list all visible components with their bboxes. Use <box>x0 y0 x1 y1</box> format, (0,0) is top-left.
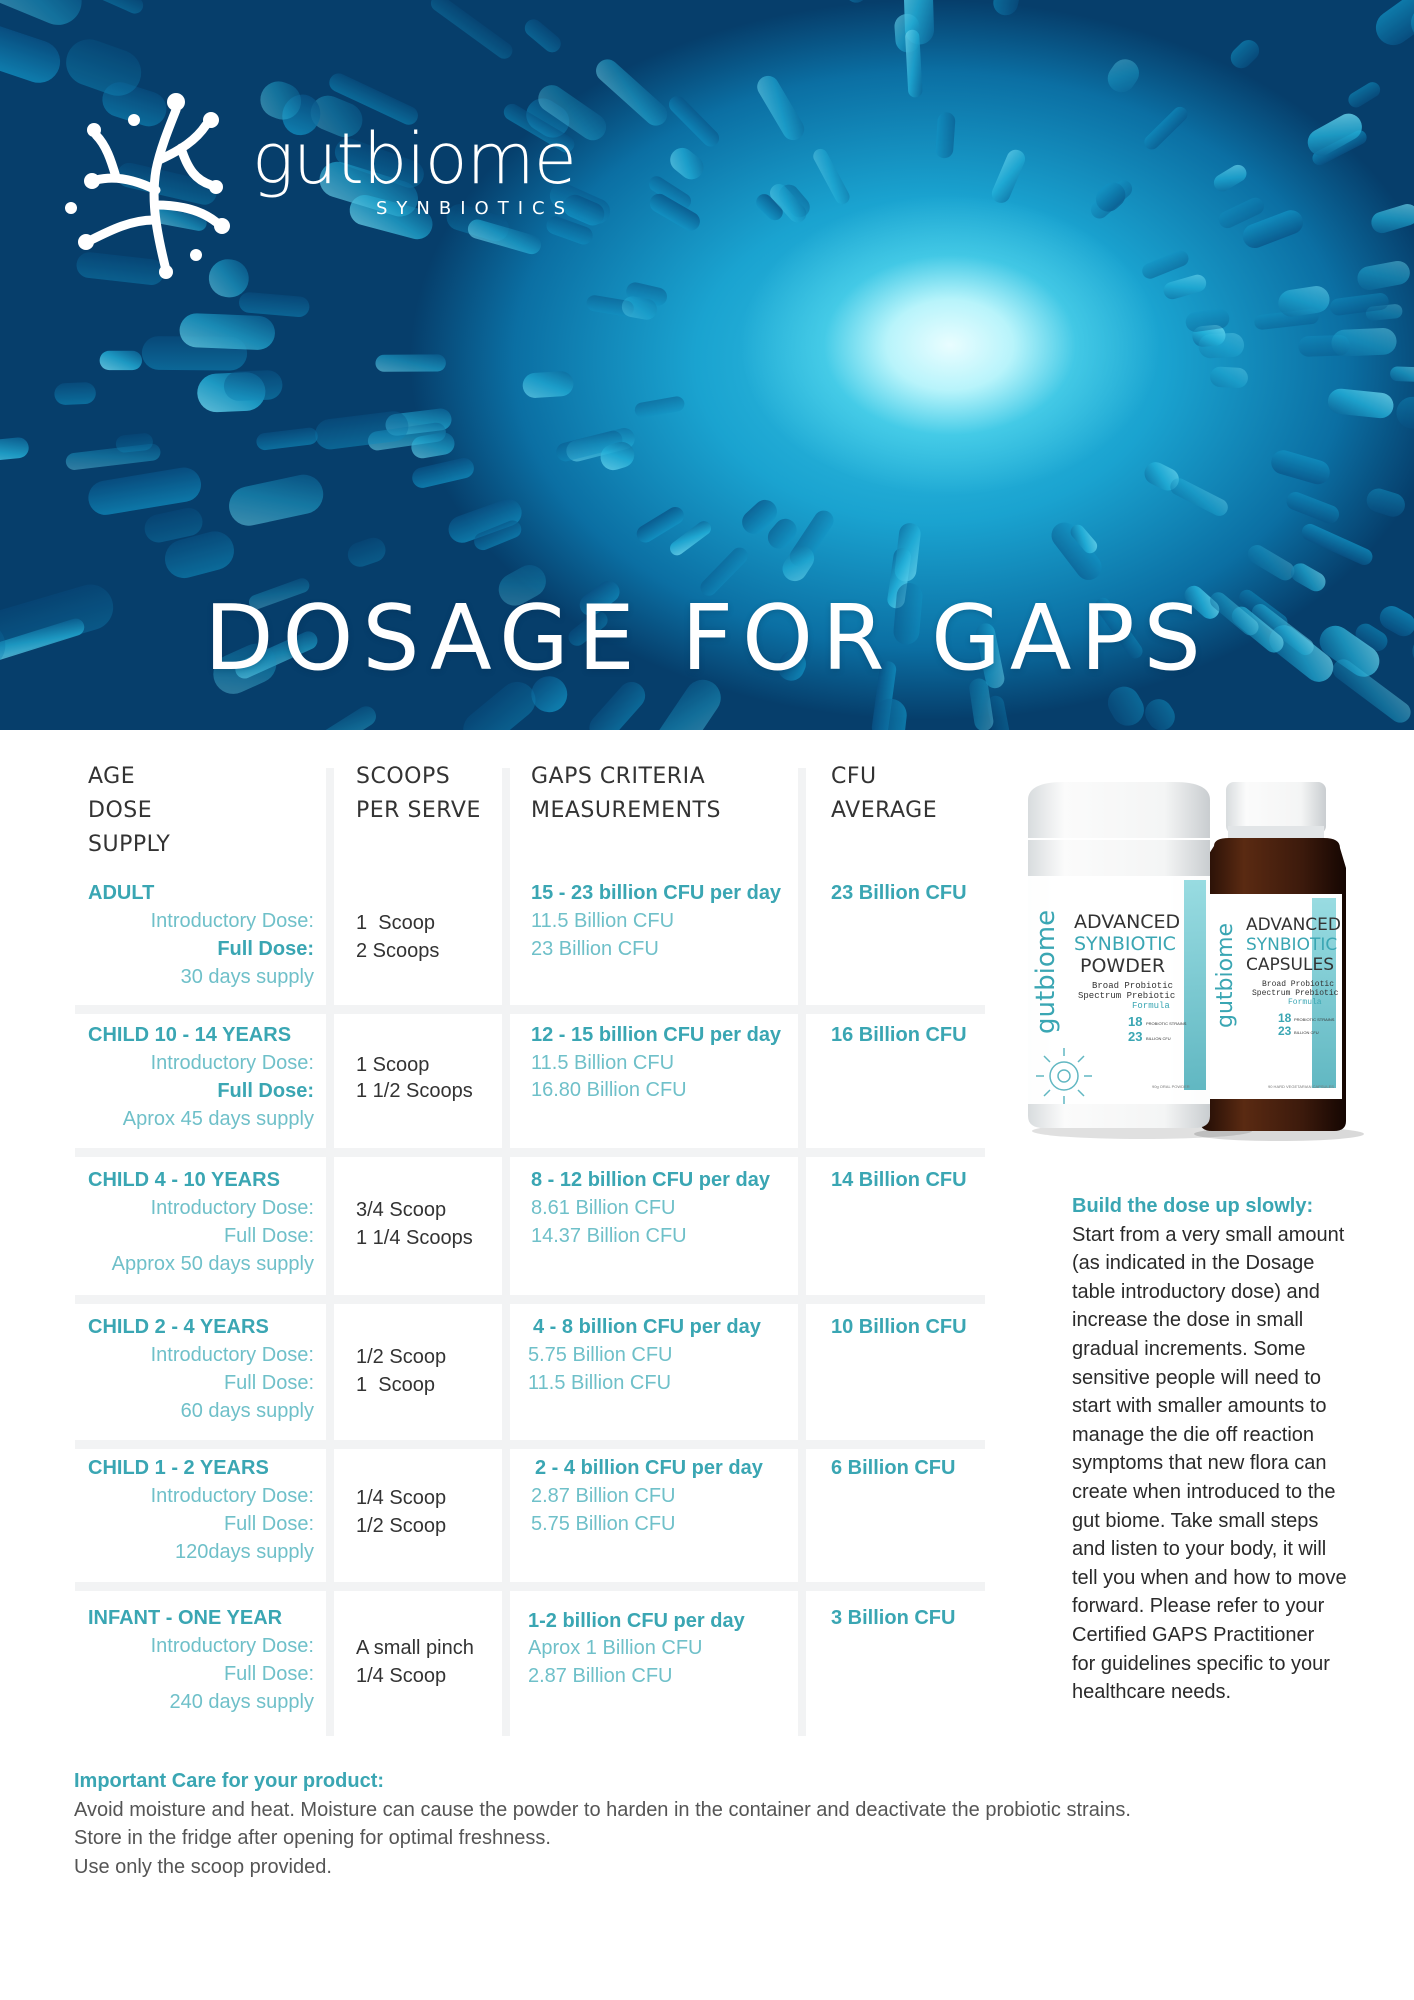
capsules-strains-label: PROBIOTIC STRAINS <box>1294 1017 1335 1022</box>
background-pillar <box>1395 395 1414 431</box>
advice-line: for guidelines specific to your <box>1072 1652 1330 1675</box>
background-pillar <box>0 0 89 32</box>
background-pillar <box>1276 284 1331 318</box>
background-pillar <box>1364 486 1408 520</box>
row-divider <box>75 1005 985 1014</box>
gaps-intro-value: 2.87 Billion CFU <box>531 1485 676 1507</box>
background-pillar <box>1284 489 1342 526</box>
column-header-age: AGE DOSE SUPPLY <box>88 764 171 857</box>
gaps-intro-value: Aprox 1 Billion CFU <box>528 1637 703 1659</box>
capsules-label-line2: SYNBIOTIC <box>1246 935 1338 955</box>
intro-dose-label: Introductory Dose: <box>150 910 314 932</box>
background-pillar <box>1184 308 1230 334</box>
row-divider <box>75 1148 985 1157</box>
background-pillar <box>1327 388 1395 420</box>
age-group-label: CHILD 2 - 4 YEARS <box>88 1316 269 1338</box>
cfu-average: 16 Billion CFU <box>831 1024 967 1046</box>
background-pillar <box>1244 542 1298 584</box>
advice-line: Certified GAPS Practitioner <box>1072 1623 1315 1646</box>
full-dose-label: Full Dose: <box>223 1225 314 1247</box>
background-pillar <box>1390 366 1414 382</box>
powder-formula: Formula <box>1132 1001 1170 1011</box>
powder-cfu-label: BILLION CFU <box>1146 1036 1171 1041</box>
advice-line: gradual increments. Some <box>1072 1337 1306 1360</box>
background-pillar <box>1331 327 1397 356</box>
gaps-range: 4 - 8 billion CFU per day <box>533 1316 761 1338</box>
background-pillar <box>0 437 30 466</box>
cfu-average: 10 Billion CFU <box>831 1316 967 1338</box>
gaps-intro-value: 11.5 Billion CFU <box>531 910 675 932</box>
gaps-range: 8 - 12 billion CFU per day <box>531 1169 770 1191</box>
advice-line: forward. Please refer to your <box>1072 1595 1325 1618</box>
powder-broad: Broad Probiotic <box>1092 981 1174 991</box>
supply-label: 30 days supply <box>180 966 314 988</box>
brand-logo <box>56 80 576 280</box>
background-pillar <box>665 93 722 150</box>
advice-line: create when introduced to the <box>1072 1480 1336 1503</box>
care-instructions <box>74 1767 1131 1881</box>
gaps-full-value: 14.37 Billion CFU <box>531 1225 687 1247</box>
background-pillar <box>1369 201 1414 235</box>
background-pillar <box>179 313 276 351</box>
background-pillar <box>223 370 283 402</box>
background-pillar <box>1226 36 1263 73</box>
supply-label: 240 days supply <box>169 1691 314 1713</box>
capsules-label-line3: CAPSULES <box>1246 955 1334 975</box>
background-pillar <box>1198 332 1245 358</box>
brand-subtitle: SYNBIOTICS <box>376 197 575 219</box>
advice-line: healthcare needs. <box>1072 1681 1232 1704</box>
column-header-cfu: CFU AVERAGE <box>831 764 938 823</box>
background-pillar <box>1346 79 1383 110</box>
powder-label-line2: SYNBIOTIC <box>1074 933 1176 955</box>
advice-line: increase the dose in small <box>1072 1309 1304 1332</box>
background-pillar <box>753 72 808 144</box>
gaps-full-value: 23 Billion CFU <box>531 938 659 960</box>
gaps-intro-value: 5.75 Billion CFU <box>528 1344 673 1366</box>
powder-cfu-number: 23 <box>1128 1029 1143 1044</box>
full-dose-label: Full Dose: <box>223 1513 314 1535</box>
product-photo <box>1024 776 1374 1146</box>
care-line: Use only the scoop provided. <box>74 1855 332 1878</box>
powder-spectrum: Spectrum Prebiotic <box>1078 991 1176 1001</box>
gaps-range: 1-2 billion CFU per day <box>528 1610 745 1632</box>
supply-label: 60 days supply <box>180 1400 314 1422</box>
care-line: Store in the fridge after opening for optimal freshness. <box>74 1827 551 1849</box>
gaps-range: 2 - 4 billion CFU per day <box>535 1457 763 1479</box>
coral-logo-icon <box>56 80 236 280</box>
background-pillar <box>665 143 708 184</box>
care-line: Avoid moisture and heat. Moisture can cause the powder to harden in the container and deactivate the probiotic strains. <box>74 1798 1131 1821</box>
intro-dose-label: Introductory Dose: <box>150 1635 314 1657</box>
background-pillar <box>1209 366 1248 388</box>
supply-label: 120days supply <box>175 1541 314 1563</box>
scoop-full: 1/4 Scoop <box>356 1665 447 1687</box>
background-pillar <box>522 370 574 398</box>
age-group-label: CHILD 1 - 2 YEARS <box>88 1457 269 1479</box>
gaps-intro-value: 8.61 Billion CFU <box>531 1197 676 1219</box>
row-divider <box>75 1440 985 1449</box>
age-group-label: CHILD 10 - 14 YEARS <box>88 1024 292 1046</box>
scoop-full: 1 Scoop <box>356 1374 435 1396</box>
gaps-full-value: 16.80 Billion CFU <box>531 1079 687 1101</box>
background-pillar <box>1211 162 1250 195</box>
background-pillar <box>1299 521 1375 567</box>
capsules-cfu-number: 23 <box>1278 1024 1292 1038</box>
full-dose-label: Full Dose: <box>217 938 314 960</box>
scoop-full: 1/2 Scoop <box>356 1515 447 1537</box>
supply-label: Aprox 45 days supply <box>122 1108 314 1130</box>
advice-line: symptoms that new flora can <box>1072 1452 1327 1475</box>
advice-line: start with smaller amounts to <box>1072 1395 1327 1418</box>
cfu-average: 14 Billion CFU <box>831 1169 967 1191</box>
advice-line: gut biome. Take small steps <box>1072 1509 1319 1532</box>
capsules-bottle <box>1200 782 1346 1131</box>
background-pillar <box>1102 54 1144 98</box>
advice-line: (as indicated in the Dosage <box>1072 1252 1315 1275</box>
background-pillar <box>811 146 852 206</box>
full-dose-label: Full Dose: <box>217 1080 314 1102</box>
powder-jar <box>1028 782 1210 1128</box>
powder-strains-label: PROBIOTIC STRAINS <box>1146 1021 1187 1026</box>
capsules-formula: Formula <box>1288 998 1322 1007</box>
background-pillar <box>1141 104 1190 153</box>
capsules-label-line1: ADVANCED <box>1246 915 1342 935</box>
background-pillar <box>1140 694 1180 730</box>
gaps-full-value: 5.75 Billion CFU <box>531 1513 676 1535</box>
background-pillar <box>375 354 446 371</box>
intro-dose-label: Introductory Dose: <box>150 1197 314 1219</box>
hero-banner <box>0 0 1414 730</box>
gaps-intro-value: 11.5 Billion CFU <box>531 1052 675 1074</box>
background-pillar <box>428 0 516 62</box>
page-title: DOSAGE FOR GAPS <box>204 586 1210 691</box>
row-divider <box>75 1295 985 1304</box>
background-pillar <box>1369 0 1414 52</box>
age-group-label: CHILD 4 - 10 YEARS <box>88 1169 280 1191</box>
gaps-range: 12 - 15 billion CFU per day <box>531 1024 782 1046</box>
background-pillar <box>935 112 956 159</box>
gaps-full-value: 2.87 Billion CFU <box>528 1665 673 1687</box>
powder-footer: 90g ORAL POWDER <box>1152 1084 1190 1089</box>
brand-name: gutbiome <box>252 117 576 200</box>
age-group-label: INFANT - ONE YEAR <box>88 1607 283 1629</box>
powder-label-line3: POWDER <box>1080 955 1166 977</box>
advice-line: tell you when and how to move <box>1072 1566 1347 1589</box>
capsules-strains-number: 18 <box>1278 1011 1292 1025</box>
background-pillar <box>1268 447 1332 487</box>
scoop-intro: 1 Scoop <box>356 1054 430 1076</box>
background-pillar <box>255 427 318 451</box>
background-pillar <box>1140 248 1191 281</box>
intro-dose-label: Introductory Dose: <box>150 1344 314 1366</box>
background-pillar <box>991 0 1030 18</box>
powder-brand: gutbiome <box>1031 909 1061 1034</box>
cfu-average: 23 Billion CFU <box>831 882 967 904</box>
background-pillar <box>838 0 869 4</box>
advice-line: manage the die off reaction <box>1072 1423 1315 1446</box>
background-pillar <box>100 351 142 370</box>
advice-line: table introductory dose) and <box>1072 1280 1320 1303</box>
background-pillar <box>295 703 379 730</box>
full-dose-label: Full Dose: <box>223 1663 314 1685</box>
scoop-intro: A small pinch <box>356 1637 474 1659</box>
background-pillar <box>410 456 476 490</box>
dosage-advice <box>1072 1192 1392 1707</box>
gaps-full-value: 11.5 Billion CFU <box>528 1372 672 1394</box>
advice-title: Build the dose up slowly: <box>1072 1195 1314 1217</box>
full-dose-label: Full Dose: <box>223 1372 314 1394</box>
background-pillar <box>634 395 686 418</box>
background-pillar <box>238 291 310 317</box>
scoop-intro: 1/4 Scoop <box>356 1487 447 1509</box>
background-pillar <box>521 16 564 56</box>
background-pillar <box>1355 259 1411 292</box>
background-pillar <box>1162 273 1209 302</box>
row-divider <box>75 1582 985 1591</box>
scoop-intro: 1 Scoop <box>356 912 435 934</box>
powder-strains-number: 18 <box>1128 1014 1143 1029</box>
background-pillar <box>989 147 1028 206</box>
capsules-cfu-label: BILLION CFU <box>1294 1030 1319 1035</box>
column-header-gaps: GAPS CRITERIA MEASUREMENTS <box>531 764 721 823</box>
capsules-brand: gutbiome <box>1213 922 1238 1028</box>
scoop-intro: 3/4 Scoop <box>356 1199 447 1221</box>
background-pillar <box>54 382 96 405</box>
age-group-label: ADULT <box>88 882 155 904</box>
supply-label: Approx 50 days supply <box>111 1253 314 1275</box>
background-pillar <box>345 534 389 570</box>
advice-line: Start from a very small amount <box>1072 1223 1345 1246</box>
column-header-scoops: SCOOPS PER SERVE <box>356 764 481 823</box>
capsules-broad: Broad Probiotic <box>1262 980 1335 989</box>
scoop-full: 1 1/2 Scoops <box>356 1080 473 1102</box>
intro-dose-label: Introductory Dose: <box>150 1485 314 1507</box>
powder-label-line1: ADVANCED <box>1074 911 1181 933</box>
background-pillar <box>894 522 922 583</box>
capsules-footer: 90 HARD VEGETARIAN CAPSULES <box>1268 1084 1334 1089</box>
background-pillar <box>225 471 327 529</box>
intro-dose-label: Introductory Dose: <box>150 1052 314 1074</box>
scoop-full: 1 1/4 Scoops <box>356 1227 473 1249</box>
capsules-spectrum: Spectrum Prebiotic <box>1252 989 1339 998</box>
scoop-intro: 1/2 Scoop <box>356 1346 447 1368</box>
care-title: Important Care for your product: <box>74 1770 385 1792</box>
advice-line: and listen to your body, it will <box>1072 1538 1327 1561</box>
scoop-full: 2 Scoops <box>356 940 440 962</box>
background-pillar <box>1167 475 1230 519</box>
cfu-average: 3 Billion CFU <box>831 1607 956 1629</box>
advice-line: sensitive people will need to <box>1072 1366 1322 1389</box>
gaps-range: 15 - 23 billion CFU per day <box>531 882 782 904</box>
cfu-average: 6 Billion CFU <box>831 1457 956 1479</box>
